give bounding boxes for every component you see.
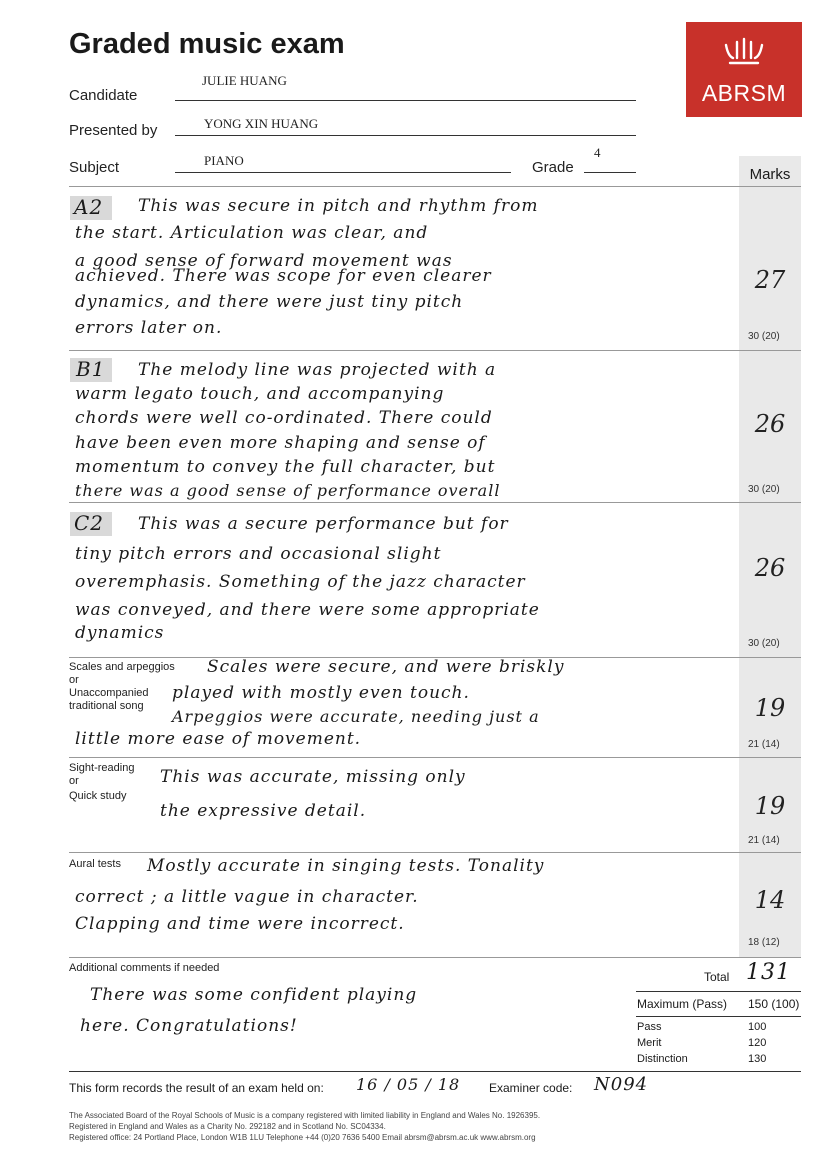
scales-label-line: traditional song: [69, 700, 144, 712]
piece-b1-comment-line: chords were well co-ordinated. There could: [75, 408, 493, 428]
candidate-label: Candidate: [69, 87, 138, 104]
total-label: Total: [704, 970, 730, 984]
piece-b1-comment-line: have been even more shaping and sense of: [75, 433, 486, 453]
additional-comment-line: here. Congratulations!: [80, 1016, 298, 1036]
sight-reading-mark: 19: [754, 792, 786, 820]
piece-a2-comment-line: the start. Articulation was clear, and: [75, 223, 429, 243]
page-title: Graded music exam: [69, 28, 345, 60]
piece-b1-mark: 26: [754, 410, 786, 438]
maximum-value: 150 (100): [748, 997, 800, 1011]
distinction-value: 130: [748, 1053, 767, 1065]
record-text: This form records the result of an exam held on:: [69, 1081, 324, 1095]
piece-b1-comment-line: there was a good sense of performance overall: [75, 481, 501, 500]
pass-label: Pass: [637, 1021, 662, 1033]
piece-b1-max: 30 (20): [748, 484, 780, 495]
additional-comments-label: Additional comments if needed: [69, 962, 220, 974]
presented-by-label: Presented by: [69, 122, 158, 139]
scales-comment-line: Scales were secure, and were briskly: [207, 657, 565, 677]
sight-reading-label: [69, 762, 134, 803]
grade-value: 4: [594, 145, 601, 160]
scales-comment-line: Arpeggios were accurate, needing just a: [172, 707, 540, 726]
piece-a2-id: A2: [74, 195, 104, 219]
scales-mark: 19: [754, 694, 786, 722]
aural-comment-line: Mostly accurate in singing tests. Tonality: [147, 856, 545, 876]
aural-max: 18 (12): [748, 937, 780, 948]
scales-label-line: Scales and arpeggios: [69, 661, 175, 673]
abrsm-logo: [686, 22, 802, 117]
footer-line: Registered in England and Wales as a Charity No. 292182 and in Scotland No. SC04334.: [69, 1122, 386, 1131]
crown-icon: [722, 36, 766, 68]
scales-label-line: or: [69, 674, 79, 686]
total-value: 131: [746, 960, 791, 985]
piece-a2-mark: 27: [754, 266, 786, 294]
aural-mark: 14: [754, 886, 786, 914]
presented-by-value: YONG XIN HUANG: [204, 116, 319, 131]
additional-comment-line: There was some confident playing: [90, 985, 418, 1005]
piece-a2-comment-line: achieved. There was scope for even clearer: [75, 266, 492, 286]
piece-a2-comment-line: dynamics, and there were just tiny pitch: [75, 292, 464, 312]
distinction-label: Distinction: [637, 1053, 688, 1065]
piece-c2-max: 30 (20): [748, 638, 780, 649]
examiner-code: N094: [594, 1074, 649, 1095]
aural-comment-line: Clapping and time were incorrect.: [75, 914, 405, 934]
piece-c2-comment-line: dynamics: [75, 623, 165, 643]
piece-c2-comment-line: tiny pitch errors and occasional slight: [75, 544, 442, 564]
abrsm-logo-text: ABRSM: [701, 80, 787, 106]
marks-header: Marks: [749, 166, 791, 183]
piece-c2-comment-line: was conveyed, and there were some appropriate: [75, 600, 540, 620]
sight-reading-label-line: or: [69, 775, 79, 787]
sight-reading-label-line: Quick study: [69, 790, 127, 802]
scales-label: [69, 661, 175, 713]
grade-label: Grade: [532, 159, 574, 176]
aural-label: Aural tests: [69, 858, 121, 870]
sight-reading-comment-line: the expressive detail.: [160, 801, 367, 821]
pass-value: 100: [748, 1021, 767, 1033]
scales-label-line: Unaccompanied: [69, 687, 149, 699]
merit-value: 120: [748, 1037, 767, 1049]
piece-c2-comment-line: This was a secure performance but for: [138, 514, 509, 534]
piece-b1-id: B1: [76, 357, 106, 381]
piece-c2-id: C2: [74, 511, 105, 535]
footer-line: Registered office: 24 Portland Place, London W1B 1LU Telephone +44 (0)20 7636 5400 Email abrsm@abrsm.ac.uk www.abrsm.org: [69, 1133, 536, 1142]
piece-b1-comment-line: warm legato touch, and accompanying: [75, 384, 445, 404]
exam-date: 16 / 05 / 18: [356, 1075, 461, 1094]
examiner-code-label: Examiner code:: [489, 1081, 573, 1095]
footer-line: The Associated Board of the Royal Schools of Music is a company registered with limited liability in England and Wales No. 1926395.: [69, 1111, 541, 1120]
scales-comment-line: played with mostly even touch.: [172, 683, 470, 703]
subject-label: Subject: [69, 159, 120, 176]
piece-a2-comment-line: a good sense of forward movement was: [75, 251, 453, 271]
aural-comment-line: correct ; a little vague in character.: [75, 887, 419, 907]
piece-c2-comment-line: overemphasis. Something of the jazz character: [75, 572, 526, 592]
footer: [69, 1110, 540, 1143]
sight-reading-comment-line: This was accurate, missing only: [160, 767, 466, 787]
piece-c2-mark: 26: [754, 554, 786, 582]
scales-comment-line: little more ease of movement.: [75, 729, 362, 749]
sight-reading-max: 21 (14): [748, 835, 780, 846]
scales-max: 21 (14): [748, 739, 780, 750]
piece-a2-comment-line: errors later on.: [75, 318, 223, 338]
merit-label: Merit: [637, 1037, 662, 1049]
candidate-value: JULIE HUANG: [202, 73, 287, 88]
maximum-label: Maximum (Pass): [637, 997, 728, 1011]
piece-a2-comment-line: This was secure in pitch and rhythm from: [138, 196, 539, 216]
piece-a2-max: 30 (20): [748, 331, 780, 342]
piece-b1-comment-line: The melody line was projected with a: [138, 360, 497, 380]
subject-value: PIANO: [204, 153, 244, 168]
sight-reading-label-line: Sight-reading: [69, 762, 135, 774]
piece-b1-comment-line: momentum to convey the full character, but: [75, 457, 496, 477]
